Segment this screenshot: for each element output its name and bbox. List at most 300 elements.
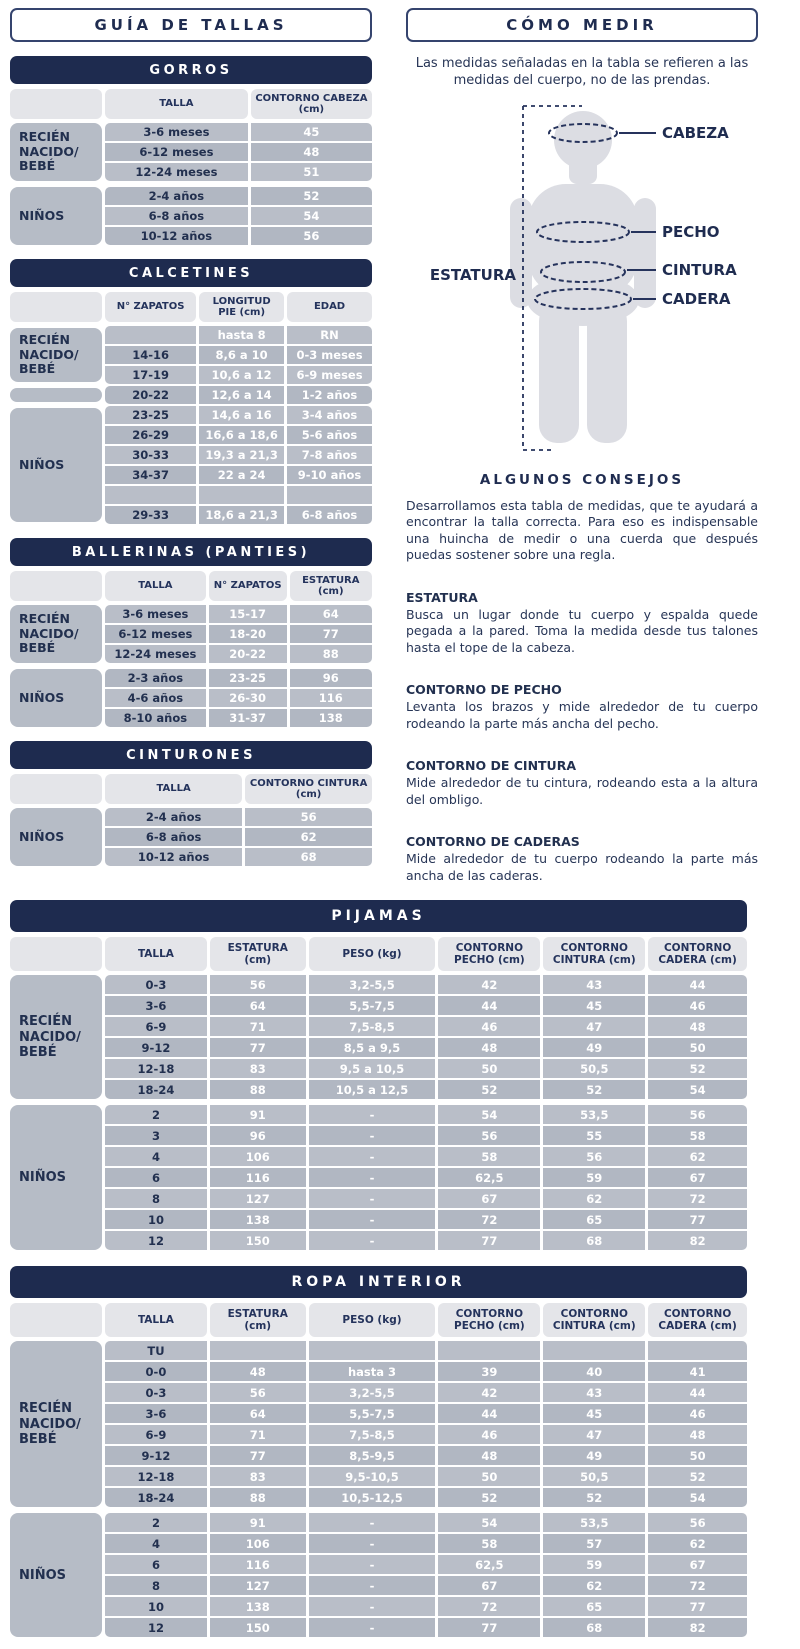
- table-cell: 20-22: [209, 645, 287, 663]
- table-cell: 56: [648, 1513, 747, 1532]
- table-cell: 6: [105, 1555, 207, 1574]
- row-group: [10, 975, 747, 1099]
- table-cell: 62,5: [438, 1168, 540, 1187]
- table-cell: 77: [210, 1446, 306, 1465]
- row-group-label: NIÑOS: [10, 408, 102, 522]
- table-cell: 6: [105, 1168, 207, 1187]
- table-cell: 150: [210, 1618, 306, 1637]
- ballerinas-table: [10, 538, 372, 727]
- table-cell: 127: [210, 1189, 306, 1208]
- corner-spacer: [10, 292, 102, 322]
- table-cell: 9-12: [105, 1038, 207, 1057]
- table-cell: 3-6 meses: [105, 605, 206, 623]
- table-cell: 44: [648, 1383, 747, 1402]
- corner-spacer: [10, 774, 102, 804]
- table-cell: 54: [251, 207, 372, 225]
- table-title: GORROS: [10, 56, 372, 84]
- table-row: [105, 1105, 747, 1124]
- table-cell: 1-2 años: [287, 386, 372, 404]
- table-cell: 3-4 años: [287, 406, 372, 424]
- table-cell: 47: [543, 1425, 645, 1444]
- table-cell: 88: [210, 1080, 306, 1099]
- table-row: [105, 406, 372, 424]
- table-cell: 46: [648, 996, 747, 1015]
- table-row: [105, 1446, 747, 1465]
- table-cell: 55: [543, 1126, 645, 1145]
- table-cell: 10: [105, 1597, 207, 1616]
- table-cell: 138: [210, 1210, 306, 1229]
- table-row: [105, 975, 747, 994]
- column-header: CONTORNO CABEZA (cm): [251, 89, 372, 119]
- table-cell: 68: [245, 848, 372, 866]
- table-cell: 116: [290, 689, 372, 707]
- column-header: CONTORNO CINTURA (cm): [245, 774, 372, 804]
- table-cell: 56: [245, 808, 372, 826]
- table-cell: 77: [290, 625, 372, 643]
- table-cell: 17-19: [105, 366, 196, 384]
- column-header: N° ZAPATOS: [209, 571, 287, 601]
- table-cell: 42: [438, 1383, 540, 1402]
- group-rows: [105, 326, 372, 384]
- table-row: [105, 1534, 747, 1553]
- table-cell: 72: [648, 1189, 747, 1208]
- table-cell: 67: [438, 1576, 540, 1595]
- table-cell: 53,5: [543, 1105, 645, 1124]
- table-row: [105, 1189, 747, 1208]
- table-cell: [105, 326, 196, 344]
- how-to-measure-title: [406, 8, 758, 42]
- table-cell: 62: [245, 828, 372, 846]
- table-row: [105, 669, 372, 687]
- group-rows: [105, 605, 372, 663]
- table-cell: 77: [210, 1038, 306, 1057]
- table-row: [105, 123, 372, 141]
- table-row: [105, 645, 372, 663]
- table-row: [105, 1383, 747, 1402]
- column-header: N° ZAPATOS: [105, 292, 196, 322]
- table-cell: 106: [210, 1147, 306, 1166]
- gorros-table: [10, 56, 372, 245]
- table-cell: 72: [438, 1597, 540, 1616]
- group-rows: [105, 187, 372, 245]
- table-cell: 64: [290, 605, 372, 623]
- group-rows: [105, 1105, 747, 1250]
- table-cell: 2: [105, 1105, 207, 1124]
- table-cell: 5,5-7,5: [309, 1404, 436, 1423]
- row-group-label: RECIÉN NACIDO/ BEBÉ: [10, 605, 102, 663]
- table-cell: -: [309, 1105, 436, 1124]
- estatura-label: ESTATURA: [429, 265, 516, 284]
- two-column-layout: [10, 8, 800, 884]
- table-row: [105, 996, 747, 1015]
- table-body: [10, 975, 747, 1250]
- table-cell: 10,5-12,5: [309, 1488, 436, 1507]
- table-cell: 2-4 años: [105, 808, 242, 826]
- table-row: [105, 848, 372, 866]
- table-cell: -: [309, 1618, 436, 1637]
- table-cell: 54: [438, 1513, 540, 1532]
- table-cell: 12-24 meses: [105, 645, 206, 663]
- table-cell: 0-3: [105, 1383, 207, 1402]
- column-header: EDAD: [287, 292, 372, 322]
- table-cell: 150: [210, 1231, 306, 1250]
- table-cell: 59: [543, 1168, 645, 1187]
- table-cell: 14-16: [105, 346, 196, 364]
- table-cell: 39: [438, 1362, 540, 1381]
- table-cell: 6-8 años: [105, 207, 248, 225]
- table-row: [105, 1210, 747, 1229]
- table-cell: 56: [648, 1105, 747, 1124]
- table-header-row: [10, 89, 372, 119]
- table-cell: 3-6: [105, 996, 207, 1015]
- table-cell: 72: [648, 1576, 747, 1595]
- table-cell: 65: [543, 1597, 645, 1616]
- group-rows: [105, 669, 372, 727]
- corner-spacer: [10, 89, 102, 119]
- table-cell: 22 a 24: [199, 466, 284, 484]
- table-cell: -: [309, 1147, 436, 1166]
- table-title: BALLERINAS (PANTIES): [10, 538, 372, 566]
- table-cell: [287, 486, 372, 504]
- table-cell: 34-37: [105, 466, 196, 484]
- table-row: [105, 466, 372, 484]
- table-cell: 6-9: [105, 1017, 207, 1036]
- table-header-row: [10, 292, 372, 322]
- table-cell: 82: [648, 1618, 747, 1637]
- group-rows: [105, 386, 372, 404]
- row-group-label: NIÑOS: [10, 669, 102, 727]
- table-cell: 91: [210, 1105, 306, 1124]
- table-cell: hasta 3: [309, 1362, 436, 1381]
- table-cell: 5,5-7,5: [309, 996, 436, 1015]
- table-cell: 6-9 meses: [287, 366, 372, 384]
- contorno-caderas-text: Mide alrededor de tu cuerpo rodeando la parte más ancha de las caderas.: [406, 851, 758, 883]
- table-cell: 8,5-9,5: [309, 1446, 436, 1465]
- table-row: [105, 227, 372, 245]
- table-cell: 50: [438, 1467, 540, 1486]
- table-cell: 40: [543, 1362, 645, 1381]
- table-cell: 58: [438, 1147, 540, 1166]
- column-header: CONTORNO PECHO (cm): [438, 937, 540, 971]
- contorno-cintura-heading: CONTORNO DE CINTURA: [406, 758, 577, 774]
- column-header: ESTATURA (cm): [210, 937, 306, 971]
- row-group: [10, 123, 372, 181]
- table-cell: 68: [543, 1231, 645, 1250]
- table-cell: 45: [543, 1404, 645, 1423]
- row-group-label: RECIÉN NACIDO/ BEBÉ: [10, 123, 102, 181]
- table-cell: 45: [543, 996, 645, 1015]
- column-header: TALLA: [105, 1303, 207, 1337]
- table-header-row: [10, 1303, 747, 1337]
- corner-spacer: [10, 571, 102, 601]
- table-cell: 2-3 años: [105, 669, 206, 687]
- table-cell: 0-0: [105, 1362, 207, 1381]
- column-header: PESO (kg): [309, 937, 436, 971]
- table-header-row: [10, 571, 372, 601]
- table-cell: 91: [210, 1513, 306, 1532]
- table-cell: 77: [648, 1597, 747, 1616]
- row-group-label: NIÑOS: [10, 808, 102, 866]
- table-cell: 45: [251, 123, 372, 141]
- table-cell: [210, 1341, 306, 1360]
- table-cell: 57: [543, 1534, 645, 1553]
- contorno-caderas-heading: CONTORNO DE CADERAS: [406, 834, 580, 850]
- table-cell: -: [309, 1231, 436, 1250]
- table-cell: 18,6 a 21,3: [199, 506, 284, 524]
- group-rows: [105, 1513, 747, 1637]
- table-cell: 10,6 a 12: [199, 366, 284, 384]
- table-cell: 26-30: [209, 689, 287, 707]
- table-cell: 50: [648, 1446, 747, 1465]
- pijamas-table: [10, 900, 747, 1250]
- table-cell: [648, 1341, 747, 1360]
- table-body: [10, 1341, 747, 1637]
- table-cell: 12,6 a 14: [199, 386, 284, 404]
- table-cell: 62: [543, 1576, 645, 1595]
- table-cell: 83: [210, 1059, 306, 1078]
- how-to-measure-column: [406, 8, 758, 884]
- table-cell: 62,5: [438, 1555, 540, 1574]
- table-cell: 82: [648, 1231, 747, 1250]
- table-cell: 8: [105, 1189, 207, 1208]
- table-cell: 5-6 años: [287, 426, 372, 444]
- table-row: [105, 1513, 747, 1532]
- column-header: LONGITUD PIE (cm): [199, 292, 284, 322]
- table-cell: 58: [438, 1534, 540, 1553]
- table-cell: 138: [210, 1597, 306, 1616]
- table-cell: 48: [251, 143, 372, 161]
- table-row: [105, 1168, 747, 1187]
- table-row: [105, 187, 372, 205]
- table-cell: -: [309, 1168, 436, 1187]
- table-row: [105, 207, 372, 225]
- table-cell: 52: [543, 1080, 645, 1099]
- column-header: TALLA: [105, 571, 206, 601]
- table-cell: 50: [438, 1059, 540, 1078]
- table-cell: 52: [251, 187, 372, 205]
- table-row: [105, 1555, 747, 1574]
- table-cell: 88: [290, 645, 372, 663]
- column-header: TALLA: [105, 89, 248, 119]
- row-group-label: NIÑOS: [10, 1513, 102, 1637]
- size-guide-title: [10, 8, 372, 42]
- group-rows: [105, 1341, 747, 1507]
- table-cell: 72: [438, 1210, 540, 1229]
- group-rows: [105, 808, 372, 866]
- row-group: [10, 187, 372, 245]
- table-cell: 9-12: [105, 1446, 207, 1465]
- table-cell: 71: [210, 1017, 306, 1036]
- table-body: [10, 326, 372, 524]
- table-cell: 46: [438, 1425, 540, 1444]
- consejos-heading: ALGUNOS CONSEJOS: [479, 471, 685, 488]
- table-cell: 18-24: [105, 1488, 207, 1507]
- table-row: [105, 1341, 747, 1360]
- table-cell: 54: [648, 1080, 747, 1099]
- table-cell: -: [309, 1555, 436, 1574]
- table-header-row: [10, 937, 747, 971]
- table-row: [105, 1017, 747, 1036]
- table-cell: 42: [438, 975, 540, 994]
- size-guide-title-text: GUÍA DE TALLAS: [94, 16, 288, 34]
- table-row: [105, 346, 372, 364]
- calcetines-table: [10, 259, 372, 524]
- contorno-pecho-heading: CONTORNO DE PECHO: [406, 682, 562, 698]
- table-cell: 3: [105, 1126, 207, 1145]
- table-cell: 2: [105, 1513, 207, 1532]
- table-cell: 88: [210, 1488, 306, 1507]
- cintura-label: CINTURA: [662, 260, 737, 279]
- table-cell: 0-3: [105, 975, 207, 994]
- table-cell: 56: [438, 1126, 540, 1145]
- column-header: CONTORNO CINTURA (cm): [543, 1303, 645, 1337]
- measurement-diagram: [406, 100, 758, 468]
- table-row: [105, 605, 372, 623]
- table-cell: 12-18: [105, 1467, 207, 1486]
- table-header-row: [10, 774, 372, 804]
- table-row: [105, 689, 372, 707]
- column-header: PESO (kg): [309, 1303, 436, 1337]
- row-group-label: NIÑOS: [10, 1105, 102, 1250]
- table-cell: 68: [543, 1618, 645, 1637]
- table-cell: 10-12 años: [105, 227, 248, 245]
- table-cell: -: [309, 1597, 436, 1616]
- cabeza-label: CABEZA: [662, 123, 729, 142]
- table-title: CINTURONES: [10, 741, 372, 769]
- table-cell: 52: [543, 1488, 645, 1507]
- table-cell: 19,3 a 21,3: [199, 446, 284, 464]
- column-header: CONTORNO CINTURA (cm): [543, 937, 645, 971]
- table-title: CALCETINES: [10, 259, 372, 287]
- table-cell: 14,6 a 16: [199, 406, 284, 424]
- table-cell: 51: [251, 163, 372, 181]
- table-cell: 0-3 meses: [287, 346, 372, 364]
- table-row: [105, 1080, 747, 1099]
- table-cell: 3-6 meses: [105, 123, 248, 141]
- table-cell: 8: [105, 1576, 207, 1595]
- table-row: [105, 1126, 747, 1145]
- table-body: [10, 808, 372, 866]
- table-cell: 4-6 años: [105, 689, 206, 707]
- table-cell: 4: [105, 1147, 207, 1166]
- table-cell: -: [309, 1534, 436, 1553]
- table-cell: 23-25: [209, 669, 287, 687]
- table-cell: 3-6: [105, 1404, 207, 1423]
- child-silhouette: [510, 111, 656, 443]
- table-cell: 62: [648, 1534, 747, 1553]
- table-cell: 44: [438, 1404, 540, 1423]
- table-cell: 10,5 a 12,5: [309, 1080, 436, 1099]
- table-cell: 23-25: [105, 406, 196, 424]
- table-cell: [543, 1341, 645, 1360]
- contorno-pecho-text: Levanta los brazos y mide alrededor de tu cuerpo rodeando la parte más ancha del pecho.: [406, 699, 758, 731]
- table-cell: 46: [438, 1017, 540, 1036]
- table-cell: 8-10 años: [105, 709, 206, 727]
- table-cell: 12: [105, 1618, 207, 1637]
- table-cell: 65: [543, 1210, 645, 1229]
- ropa-interior-table: [10, 1266, 747, 1637]
- table-cell: 48: [648, 1425, 747, 1444]
- column-header: CONTORNO PECHO (cm): [438, 1303, 540, 1337]
- table-row: [105, 506, 372, 524]
- table-cell: 67: [438, 1189, 540, 1208]
- table-row: [105, 1618, 747, 1637]
- row-group: [10, 605, 372, 663]
- pecho-label: PECHO: [662, 222, 720, 241]
- row-group-label: RECIÉN NACIDO/ BEBÉ: [10, 328, 102, 382]
- table-cell: TU: [105, 1341, 207, 1360]
- column-header: ESTATURA (cm): [210, 1303, 306, 1337]
- table-row: [105, 625, 372, 643]
- table-cell: 53,5: [543, 1513, 645, 1532]
- row-group: [10, 808, 372, 866]
- table-cell: 48: [210, 1362, 306, 1381]
- table-row: [105, 143, 372, 161]
- table-cell: RN: [287, 326, 372, 344]
- table-title: ROPA INTERIOR: [10, 1266, 747, 1298]
- table-cell: 9,5-10,5: [309, 1467, 436, 1486]
- table-cell: 6-9: [105, 1425, 207, 1444]
- contorno-cintura-text: Mide alrededor de tu cintura, rodeando esta a la altura del ombligo.: [406, 775, 758, 807]
- table-row: [105, 1038, 747, 1057]
- column-header: ESTATURA (cm): [290, 571, 372, 601]
- table-cell: 18-24: [105, 1080, 207, 1099]
- corner-spacer: [10, 937, 102, 971]
- table-row: [105, 366, 372, 384]
- table-cell: 77: [438, 1231, 540, 1250]
- table-cell: 30-33: [105, 446, 196, 464]
- table-row: [105, 326, 372, 344]
- table-cell: 127: [210, 1576, 306, 1595]
- table-cell: 49: [543, 1038, 645, 1057]
- table-cell: [438, 1341, 540, 1360]
- column-header: TALLA: [105, 937, 207, 971]
- row-group: [10, 326, 372, 384]
- table-row: [105, 1147, 747, 1166]
- table-cell: -: [309, 1210, 436, 1229]
- row-group: [10, 406, 372, 524]
- table-row: [105, 1059, 747, 1078]
- table-cell: 77: [648, 1210, 747, 1229]
- table-cell: 18-20: [209, 625, 287, 643]
- table-body: [10, 605, 372, 727]
- table-body: [10, 123, 372, 245]
- table-row: [105, 1404, 747, 1423]
- table-cell: 43: [543, 975, 645, 994]
- table-cell: 48: [438, 1038, 540, 1057]
- column-header: CONTORNO CADERA (cm): [648, 1303, 747, 1337]
- estatura-section-heading: ESTATURA: [406, 589, 478, 605]
- table-cell: 56: [251, 227, 372, 245]
- table-row: [105, 386, 372, 404]
- table-cell: 3,2-5,5: [309, 1383, 436, 1402]
- table-cell: 46: [648, 1404, 747, 1423]
- table-cell: 31-37: [209, 709, 287, 727]
- table-cell: 8,6 a 10: [199, 346, 284, 364]
- table-cell: 58: [648, 1126, 747, 1145]
- table-cell: 6-12 meses: [105, 625, 206, 643]
- table-cell: 12: [105, 1231, 207, 1250]
- table-cell: 8,5 a 9,5: [309, 1038, 436, 1057]
- row-group: [10, 669, 372, 727]
- table-cell: 10: [105, 1210, 207, 1229]
- table-cell: 29-33: [105, 506, 196, 524]
- table-row: [105, 1597, 747, 1616]
- child-silhouette-figure: [406, 100, 758, 464]
- table-cell: 50,5: [543, 1059, 645, 1078]
- table-cell: 7,5-8,5: [309, 1017, 436, 1036]
- table-cell: -: [309, 1126, 436, 1145]
